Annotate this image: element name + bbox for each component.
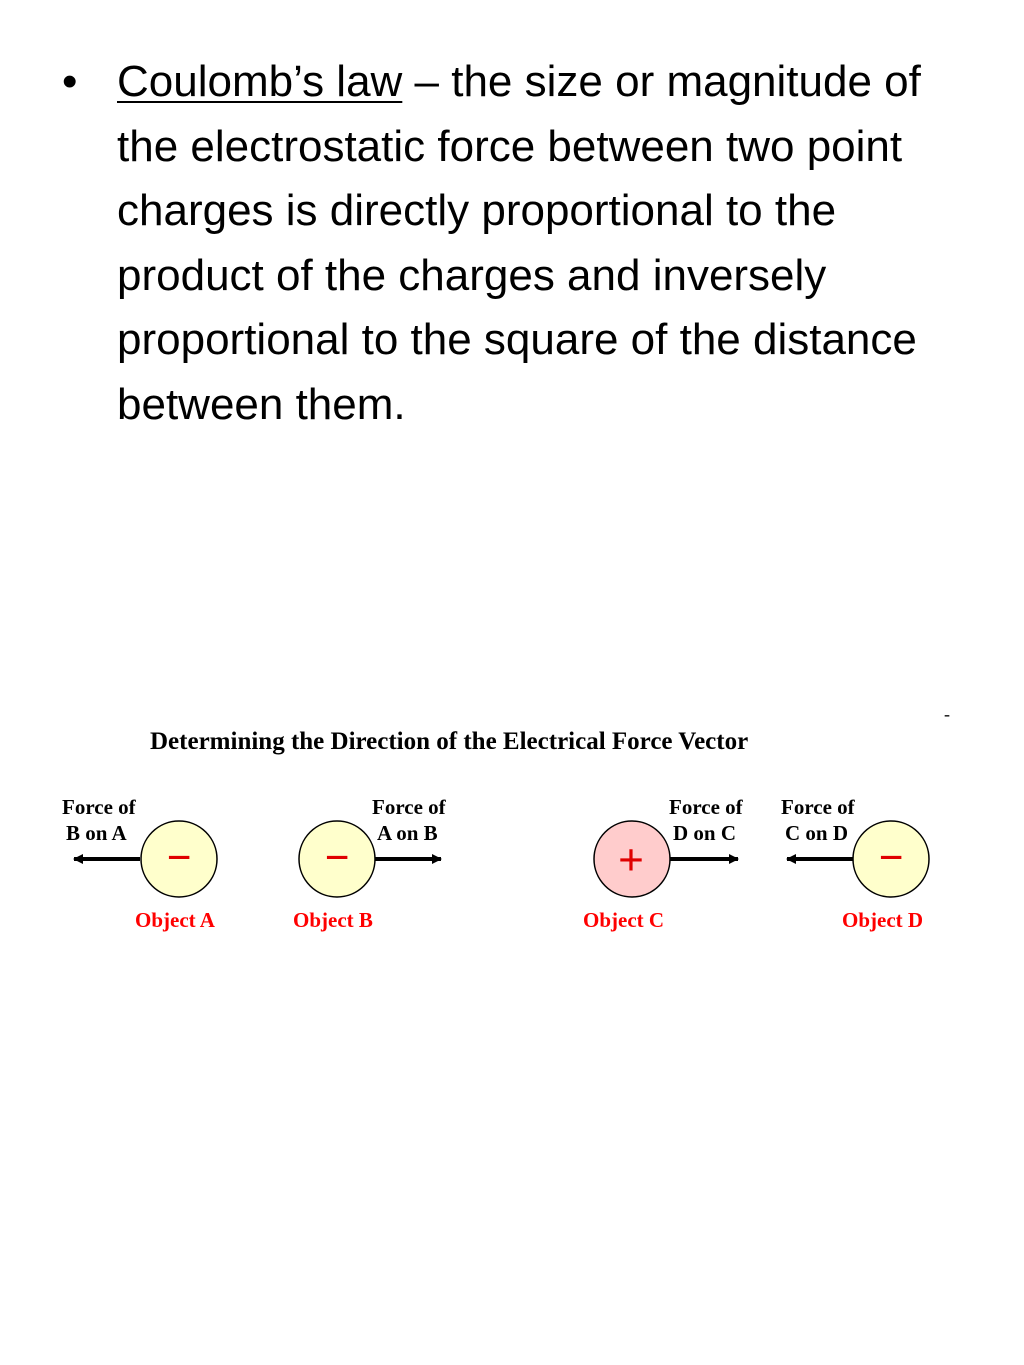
object-b-label: Object B <box>293 908 373 932</box>
force-label-b-on-a-line2: B on A <box>66 821 127 845</box>
force-label-d-on-c-line2: D on C <box>673 821 737 845</box>
bullet-dot: • <box>62 57 78 106</box>
force-label-d-on-c-line1: Force of <box>669 795 743 819</box>
object-c-sign: + <box>617 834 645 885</box>
object-a-group <box>62 795 217 932</box>
force-label-a-on-b-line2: A on B <box>377 821 438 845</box>
force-label-a-on-b-line1: Force of <box>372 795 446 819</box>
object-a-sign: − <box>166 833 192 882</box>
force-label-b-on-a-line1: Force of <box>62 795 136 819</box>
object-b-sign: − <box>324 833 350 882</box>
object-b-group <box>293 795 447 932</box>
object-d-sign: − <box>878 833 904 882</box>
bullet-text <box>117 50 962 437</box>
force-label-c-on-d-line1: Force of <box>781 795 855 819</box>
object-c-label: Object C <box>583 908 665 932</box>
object-a-label: Object A <box>135 908 215 932</box>
definition-text: – the size or magnitude of the electrostatic force between two point charges is directly proportional to the product of the charges and inversely proportional to the square of the distance between them. <box>117 57 921 429</box>
force-label-c-on-d-line2: C on D <box>785 821 849 845</box>
object-d-group <box>781 795 929 932</box>
term-coulombs-law: Coulomb’s law <box>117 57 403 106</box>
object-c-group <box>583 795 744 932</box>
force-direction-diagram <box>0 690 1024 960</box>
diagram-title: Determining the Direction of the Electrical Force Vector <box>150 728 749 755</box>
corner-mark: - <box>944 704 950 724</box>
object-d-label: Object D <box>842 908 924 932</box>
